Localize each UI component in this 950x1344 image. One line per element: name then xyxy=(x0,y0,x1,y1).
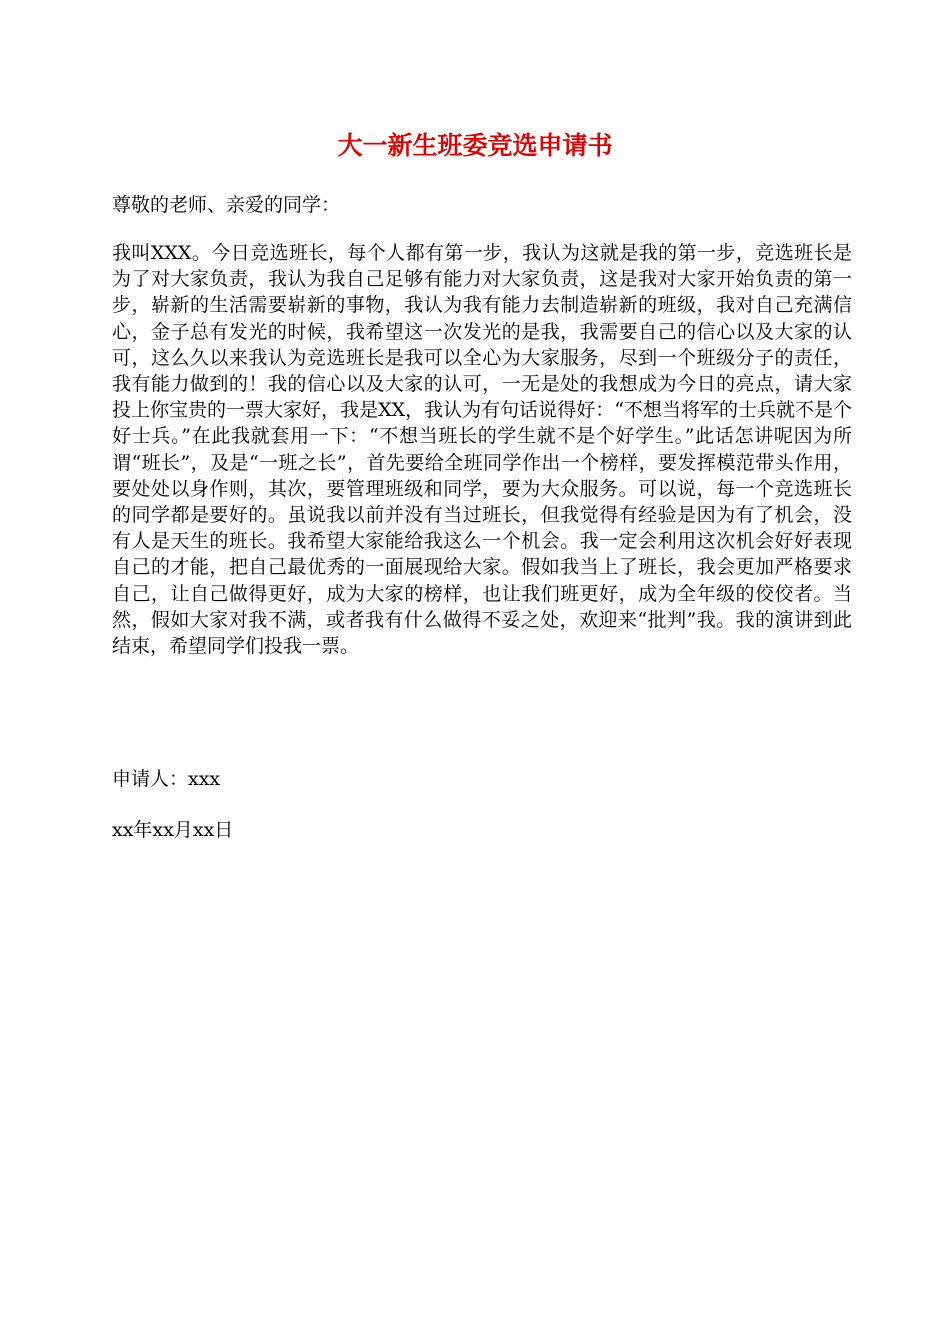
body-paragraph: 我叫XXX。今日竞选班长，每个人都有第一步，我认为这就是我的第一步，竞选班长是为了对大家负责，我认为我自己足够有能力对大家负责，这是我对大家开始负责的第一步，崭新的生活需要崭新的事物，我认为我有能力去制造崭新的班级，我对自己充满信心，金子总有发光的时候，我希望这一次发光的是我，我需要自己的信心以及大家的认可，这么久以来我认为竞选班长是我可以全心为大家服务，尽到一个班级分子的责任，我有能力做到的！我的信心以及大家的认可，一无是处的我想成为今日的亮点，请大家投上你宝贵的一票大家好，我是XX，我认为有句话说得好：“不想当将军的士兵就不是个好士兵。”在此我就套用一下：“不想当班长的学生就不是个好学生。”此话怎讲呢因为所谓“班长”，及是“一班之长”，首先要给全班同学作出一个榜样，要发挥模范带头作用，要处处以身作则，其次，要管理班级和同学，要为大众服务。可以说，每一个竞选班长的同学都是要好的。虽说我以前并没有当过班长，但我觉得有经验是因为有了机会，没有人是天生的班长。我希望大家能给我这么一个机会。我一定会利用这次机会好好表现自己的才能，把自己最优秀的一面展现给大家。假如我当上了班长，我会更加严格要求自己，让自己做得更好，成为大家的榜样，也让我们班更好，成为全年级的佼佼者。当然，假如大家对我不满，或者我有什么做得不妥之处，欢迎来“批判”我。我的演讲到此结束，希望同学们投我一票。 xyxy=(112,242,852,658)
applicant-signature: 申请人：xxx xyxy=(112,768,221,790)
salutation: 尊敬的老师、亲爱的同学： xyxy=(112,194,341,216)
date-line: xx年xx月xx日 xyxy=(112,819,234,841)
document-title: 大一新生班委竞选申请书 xyxy=(337,131,613,160)
